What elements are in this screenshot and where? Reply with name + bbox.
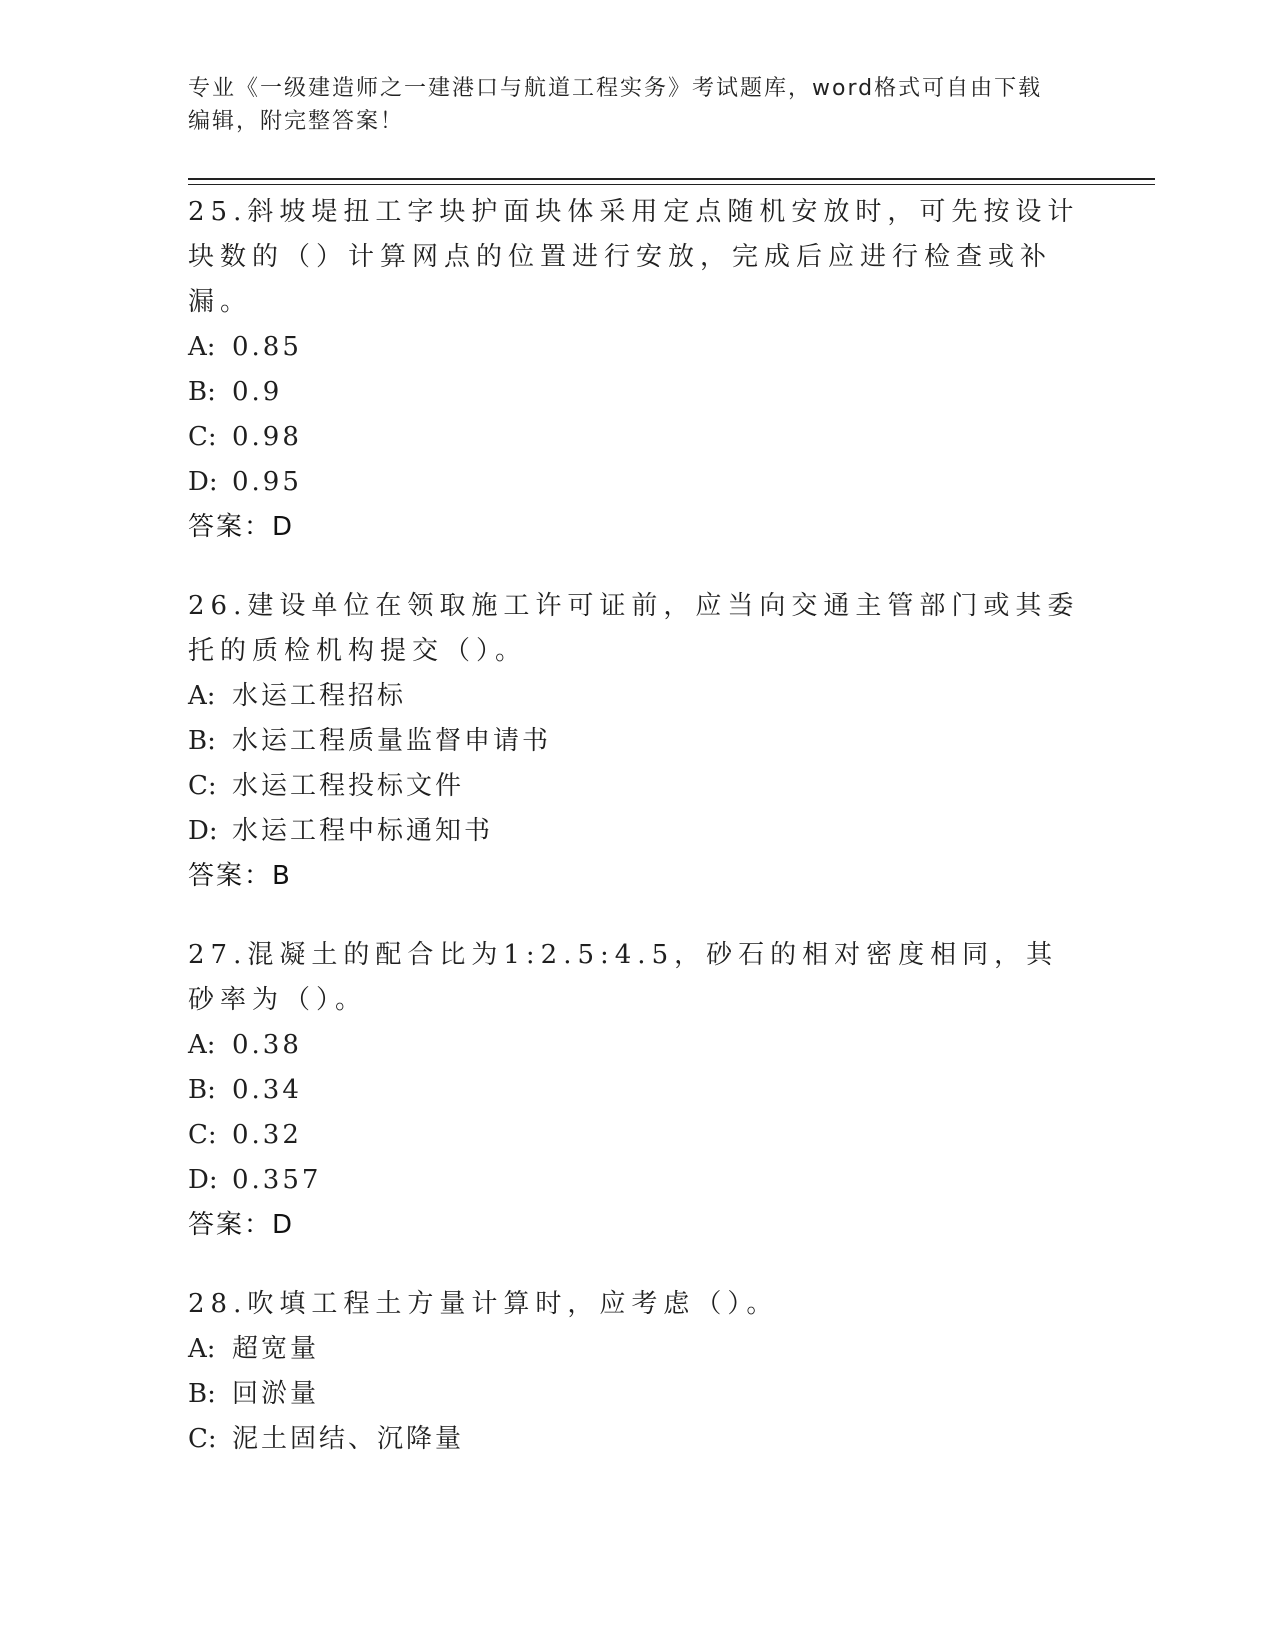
option-c [188,1417,1088,1462]
option-c [188,415,1088,460]
question-28 [188,1282,1088,1462]
option-text: 泥土固结、沉降量 [232,1424,465,1454]
option-label: A: [188,681,216,711]
option-text: 水运工程中标通知书 [232,816,494,846]
option-b [188,1372,1088,1417]
question-stem: 27.混凝土的配合比为1:2.5:4.5，砂石的相对密度相同，其砂率为（）。 [188,940,1059,1015]
option-text: 水运工程投标文件 [232,771,465,801]
option-label: C: [188,771,217,801]
answer-line: 答案：D [188,1210,295,1240]
option-a [188,674,1088,719]
option-a [188,1023,1088,1068]
option-text: 水运工程质量监督申请书 [232,726,552,756]
option-text: 0.32 [232,1120,302,1150]
option-text: 水运工程招标 [232,681,407,711]
option-label: B: [188,377,216,407]
option-d [188,460,1088,505]
header-line-1: 专业《一级建造师之一建港口与航道工程实务》考试题库，word格式可自由下载 [188,76,1043,101]
option-label: C: [188,1424,217,1454]
option-b [188,719,1088,764]
option-text: 超宽量 [232,1334,320,1364]
option-b [188,370,1088,415]
option-text: 0.98 [232,422,302,452]
question-stem: 28.吹填工程土方量计算时，应考虑（）。 [188,1289,779,1319]
option-text: 0.85 [232,332,302,362]
option-label: B: [188,1379,216,1409]
header-line-2: 编辑，附完整答案！ [188,109,405,134]
question-stem: 26.建设单位在领取施工许可证前，应当向交通主管部门或其委托的质检机构提交（）。 [188,591,1080,666]
header-divider-thin [188,184,1155,185]
option-label: A: [188,1334,216,1364]
option-text: 0.38 [232,1030,302,1060]
option-text: 0.95 [232,467,302,497]
option-b [188,1068,1088,1113]
document-header [188,72,1088,138]
answer-line: 答案：D [188,512,295,542]
option-a [188,325,1088,370]
header-divider [188,178,1155,180]
question-25 [188,190,1088,550]
option-label: D: [188,816,218,846]
option-c [188,764,1088,809]
question-list [188,190,1088,1496]
option-text: 0.357 [232,1165,322,1195]
question-27 [188,933,1088,1248]
option-label: B: [188,726,216,756]
question-stem: 25.斜坡堤扭工字块护面块体采用定点随机安放时，可先按设计块数的（）计算网点的位置进行安放，完成后应进行检查或补漏。 [188,197,1080,317]
option-label: C: [188,422,217,452]
option-label: C: [188,1120,217,1150]
option-text: 回淤量 [232,1379,320,1409]
question-26 [188,584,1088,899]
option-c [188,1113,1088,1158]
option-d [188,1158,1088,1203]
option-a [188,1327,1088,1372]
option-label: A: [188,1030,216,1060]
answer-line: 答案：B [188,861,292,891]
option-label: A: [188,332,216,362]
option-label: D: [188,467,218,497]
option-d [188,809,1088,854]
option-label: D: [188,1165,218,1195]
option-text: 0.9 [232,377,283,407]
option-label: B: [188,1075,216,1105]
option-text: 0.34 [232,1075,302,1105]
